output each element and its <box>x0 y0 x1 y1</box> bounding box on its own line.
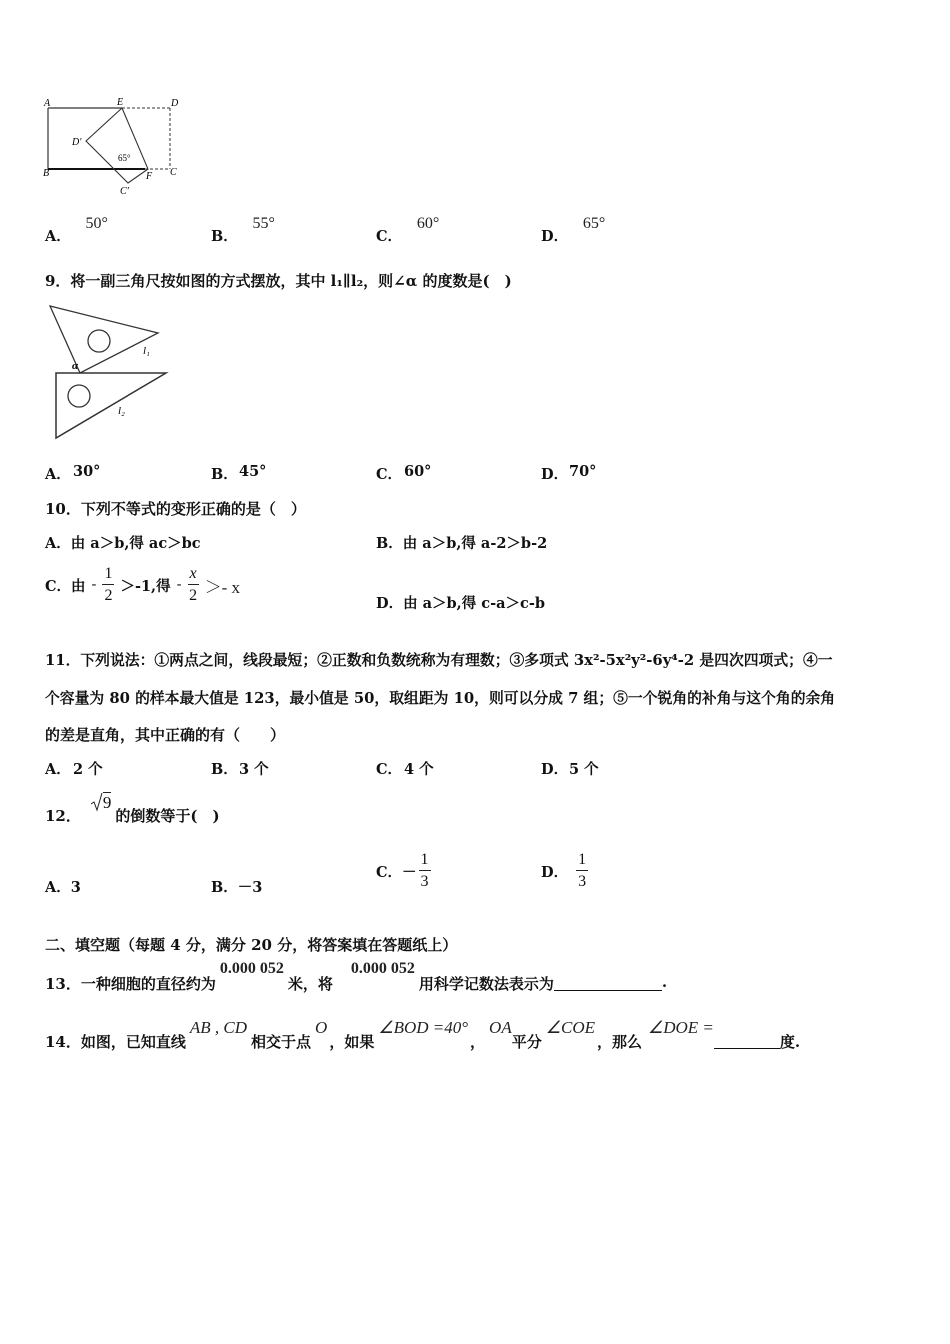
q8-label-angle: 65° <box>118 153 131 163</box>
option-value: 55° <box>252 215 275 232</box>
fraction-one-third <box>419 852 431 890</box>
sqrt-icon <box>91 792 103 812</box>
option-letter: C．由 <box>45 577 86 595</box>
minus-sign: - <box>91 577 97 593</box>
q14-ray: OA <box>489 1018 512 1037</box>
q11-option-b-value: 3 个 <box>239 761 269 778</box>
q13-text <box>45 960 667 994</box>
option-c-middle: ＞-1,得 <box>120 577 171 595</box>
q9-label-l1: l₁ <box>143 345 150 357</box>
option-letter: B． <box>211 228 238 245</box>
q14-pre: 14．如图，已知直线 <box>45 1033 186 1051</box>
q8-option-b[interactable] <box>211 212 275 245</box>
q14-lines: AB , CD <box>189 1018 248 1037</box>
denominator: 2 <box>104 587 113 604</box>
question-number: 12． <box>45 807 81 825</box>
q8-label-e: E <box>117 97 124 108</box>
q13-value-1: 0.000 052 <box>219 960 284 977</box>
q14-angle-doe: ∠DOE = <box>648 1018 714 1037</box>
numerator: 1 <box>576 852 588 871</box>
q11-option-a-value: 2 个 <box>73 761 103 778</box>
q8-label-d: D <box>171 98 179 109</box>
q11-option-a[interactable]: A． <box>45 761 71 778</box>
q14-point: O <box>315 1018 328 1037</box>
q13-mid: 米，将 <box>287 975 333 993</box>
q9-option-d-value: 70° <box>569 463 597 480</box>
q14-angle-coe: ∠COE <box>545 1018 595 1037</box>
q11-line1: 11．下列说法：①两点之间，线段最短；②正数和负数统称为有理数；③多项式 3x²-5x²y²-6y⁴-2 是四次四项式；④一 <box>45 652 833 669</box>
q9-text: 9．将一副三角尺按如图的方式摆放，其中 l₁∥l₂，则∠α 的度数是( ) <box>45 272 512 290</box>
q10-option-a[interactable]: A．由 a＞b,得 ac＞bc <box>45 535 201 552</box>
q8-label-c: C <box>170 167 177 178</box>
q10-text: 10．下列不等式的变形正确的是（ ） <box>45 500 306 518</box>
q8-label-dprime: D′ <box>72 137 82 148</box>
question-tail: 的倒数等于( ) <box>115 807 220 825</box>
q13-end: . <box>661 973 668 991</box>
q9-figure <box>40 298 180 448</box>
q13-tail: 用科学记数法表示为 <box>418 975 554 993</box>
numerator: x <box>188 566 199 585</box>
denominator: 3 <box>420 873 429 890</box>
q12-option-c[interactable] <box>376 852 431 890</box>
q8-label-a: A <box>44 98 51 109</box>
denominator: 2 <box>189 587 198 604</box>
q12-text <box>45 792 220 826</box>
q10-option-b[interactable]: B．由 a＞b,得 a-2＞b-2 <box>376 535 548 552</box>
q9-option-a-value: 30° <box>73 463 101 480</box>
sqrt-nine <box>91 792 112 813</box>
q12-option-b[interactable]: B．－3 <box>211 879 263 896</box>
q11-option-c-value: 4 个 <box>404 761 434 778</box>
q9-option-a[interactable]: A． <box>45 466 71 483</box>
q9-option-d[interactable]: D． <box>541 466 569 483</box>
q8-label-cprime: C′ <box>120 186 129 197</box>
option-value: 60° <box>416 215 440 232</box>
q11-line3: 的差是直角，其中正确的有（ ） <box>45 726 286 744</box>
q13-value-2: 0.000 052 <box>350 960 415 977</box>
option-value: 65° <box>582 215 606 232</box>
q12-option-d[interactable] <box>541 852 588 890</box>
q14-mid1: 相交于点 <box>251 1033 312 1051</box>
q11-line2: 个容量为 80 的样本最大值是 123，最小值是 50，取组距为 10，则可以分成 7 组；⑤一个锐角的补角与这个角的余角 <box>45 690 836 707</box>
numerator: 1 <box>102 566 114 585</box>
q14-mid2: ，如果 <box>329 1033 375 1051</box>
q10-option-d[interactable]: D．由 a＞b,得 c-a＞c-b <box>376 595 545 612</box>
fraction-one-half <box>102 566 114 604</box>
q8-label-f: F <box>146 171 153 182</box>
option-c-tail: ＞- x <box>204 577 241 597</box>
q14-end: 度. <box>779 1033 801 1051</box>
q14-mid4: ，那么 <box>596 1033 642 1051</box>
option-value: 50° <box>85 215 108 232</box>
option-letter: D． <box>541 228 569 245</box>
q8-option-c[interactable] <box>376 212 440 245</box>
answer-blank[interactable] <box>714 1018 780 1049</box>
option-letter: C． <box>376 228 403 245</box>
q9-label-l2: l₂ <box>118 405 125 417</box>
fraction-x-half <box>188 566 199 604</box>
q9-option-c-value: 60° <box>404 463 432 480</box>
q13-pre: 13．一种细胞的直径约为 <box>45 975 216 993</box>
q14-comma: ， <box>470 1033 486 1051</box>
q9-label-alpha: α <box>72 360 79 372</box>
q8-option-d[interactable] <box>541 212 606 245</box>
radicand: 9 <box>102 793 112 812</box>
q11-option-b[interactable]: B． <box>211 761 238 778</box>
q10-option-c[interactable] <box>45 566 240 604</box>
q8-label-b: B <box>43 168 50 179</box>
q8-figure <box>40 95 190 200</box>
minus-sign-2: - <box>176 577 182 593</box>
q9-option-c[interactable]: C． <box>376 466 403 483</box>
fraction-one-third <box>576 852 588 890</box>
denominator: 3 <box>578 873 587 890</box>
q11-option-d[interactable]: D． <box>541 761 569 778</box>
q14-angle-bod: ∠BOD =40° <box>378 1018 469 1037</box>
numerator: 1 <box>419 852 431 871</box>
section-title: 二、填空题（每题 4 分，满分 20 分，将答案填在答题纸上） <box>45 936 458 954</box>
q12-option-a[interactable]: A．3 <box>45 879 81 896</box>
q14-text <box>45 1018 800 1052</box>
q9-option-b-value: 45° <box>239 463 267 480</box>
q9-option-b[interactable]: B． <box>211 466 238 483</box>
q11-option-c[interactable]: C． <box>376 761 403 778</box>
q14-mid3: 平分 <box>511 1033 542 1051</box>
option-letter: D． <box>541 863 569 881</box>
answer-blank[interactable] <box>554 960 662 991</box>
option-letter: A． <box>45 228 71 245</box>
q8-option-a[interactable] <box>45 212 108 245</box>
q11-option-d-value: 5 个 <box>569 761 599 778</box>
option-letter: C．－ <box>376 863 417 881</box>
